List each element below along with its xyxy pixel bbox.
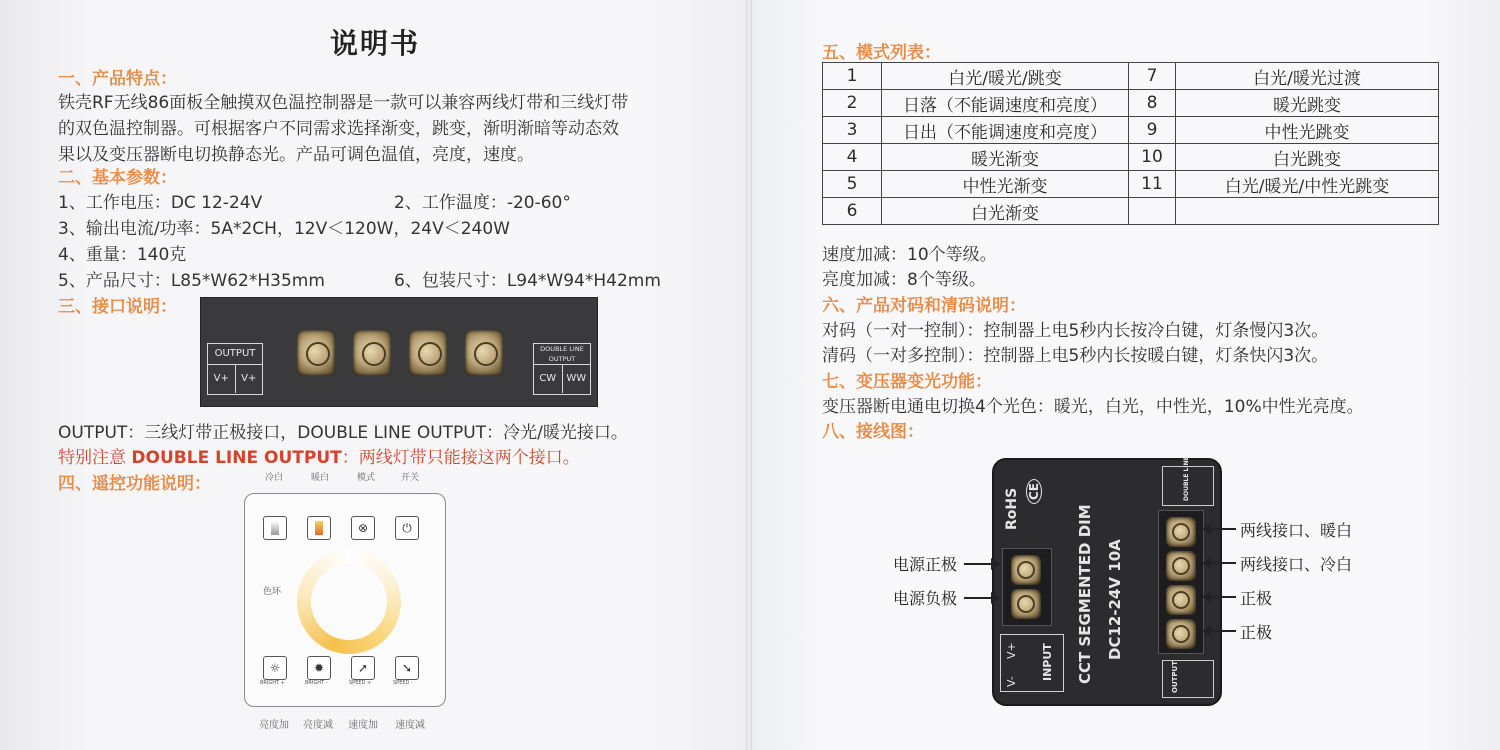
special-note	[58, 443, 580, 468]
brightness-down-button[interactable]	[307, 656, 331, 680]
special-note-suffix: ：两线灯带只能接这两个接口。	[341, 448, 580, 468]
arrow-left-icon	[1210, 596, 1236, 598]
vplus-2: V+	[241, 373, 257, 384]
double-line-text-device: DOUBLE LINE	[1183, 456, 1190, 501]
label-speed-up: 速度加	[348, 720, 378, 731]
manual-title: 说明书	[330, 27, 421, 60]
param-package-size: 6、包装尺寸：L94*W94*H42mm	[394, 271, 661, 291]
param-voltage: 1、工作电压：DC 12-24V	[58, 193, 263, 213]
controller-device	[992, 458, 1222, 706]
brightness-levels: 亮度加减：8个等级。	[822, 270, 986, 290]
output-screw-3	[1166, 585, 1196, 615]
label-speed-down: 速度减	[395, 720, 425, 731]
section-5-heading: 五、模式列表：	[822, 43, 941, 63]
warm-white-button[interactable]	[307, 516, 331, 540]
label-mode: 模式	[357, 473, 376, 483]
section-4-heading: 四、遥控功能说明：	[58, 474, 211, 494]
output-terminal-label	[207, 343, 263, 395]
rocket-down-icon: ➘	[401, 661, 413, 675]
pairing-line: 对码（一对一控制）：控制器上电5秒内长按冷白键，灯条慢闪3次。	[822, 321, 1329, 341]
mode-name: 暖光渐变	[882, 144, 1129, 171]
section-6-heading: 六、产品对码和清码说明：	[822, 296, 1026, 316]
mode-name: 白光/暖光/跳变	[882, 63, 1129, 90]
device-rating: DC12-24V 10A	[1106, 539, 1124, 660]
arrow-right-icon	[964, 563, 992, 565]
mode-name: 日落（不能调速度和亮度）	[882, 90, 1129, 117]
mode-name: 暖光跳变	[1176, 90, 1439, 117]
double-line-label-box	[1162, 456, 1214, 506]
rocket-icon: ➚	[357, 661, 369, 675]
positive-port-label-2: 正极	[1240, 623, 1273, 642]
vplus-1: V+	[208, 365, 236, 393]
arrow-left-icon	[1210, 562, 1236, 564]
bright-minus-text: BRIGHT -	[305, 680, 328, 686]
arrow-left-icon	[1210, 630, 1236, 632]
cw-label: CW	[534, 365, 563, 393]
mode-number: 5	[823, 171, 882, 198]
mode-row	[823, 63, 1439, 90]
speed-up-button[interactable]	[351, 656, 375, 680]
terminal-screw	[465, 330, 503, 376]
mode-number: 9	[1129, 117, 1176, 144]
power-icon: ⏻	[402, 520, 412, 535]
device-name: CCT SEGMENTED DIM	[1076, 504, 1094, 684]
book-spine	[746, 0, 752, 750]
mode-name: 中性光跳变	[1176, 117, 1439, 144]
double-line-text: DOUBLE LINE OUTPUT	[534, 344, 590, 365]
clear-code-line: 清码（一对多控制）：控制器上电5秒内长按暖白键，灯条快闪3次。	[822, 346, 1329, 366]
param-weight: 4、重量：140克	[58, 245, 187, 265]
mode-name: 白光/暖光/中性光跳变	[1176, 171, 1439, 198]
remote-panel	[244, 493, 446, 707]
speed-minus-text: SPEED -	[393, 680, 413, 686]
bright-plus-text: BRIGHT +	[260, 680, 285, 686]
section-3-heading: 三、接口说明：	[58, 297, 177, 317]
mode-number: 3	[823, 117, 882, 144]
special-note-bold: DOUBLE LINE OUTPUT	[131, 448, 342, 468]
feature-line-1: 铁壳RF无线86面板全触摸双色温控制器是一款可以兼容两线灯带和三线灯带	[58, 93, 629, 113]
ring-label: 色环	[263, 587, 282, 597]
input-terminal-block	[1002, 548, 1052, 626]
mode-number: 10	[1129, 144, 1176, 171]
ww-label: WW	[566, 373, 587, 384]
input-label-box	[1000, 634, 1064, 692]
terminal-screw	[409, 330, 447, 376]
interface-note: OUTPUT：三线灯带正极接口，DOUBLE LINE OUTPUT：冷光/暖光接口。	[58, 423, 628, 443]
mode-number: 8	[1129, 90, 1176, 117]
output-screw-2	[1166, 551, 1196, 581]
input-vplus: V+	[1005, 642, 1018, 659]
section-2-heading: 二、基本参数：	[58, 168, 177, 188]
special-note-prefix: 特别注意	[58, 448, 132, 468]
mode-name: 白光渐变	[882, 198, 1129, 225]
feature-line-2: 的双色温控制器。可根据客户不同需求选择渐变，跳变，渐明渐暗等动态效	[58, 119, 619, 139]
power-negative-label: 电源负极	[893, 589, 958, 608]
terminal-screw	[297, 330, 335, 376]
warm-white-port-label: 两线接口、暖白	[1240, 521, 1353, 540]
input-vminus: V-	[1005, 676, 1018, 687]
sun-icon: ☼	[269, 661, 281, 675]
power-positive-label: 电源正极	[893, 555, 958, 574]
speed-levels: 速度加减：10个等级。	[822, 245, 997, 265]
mode-name: 白光/暖光过渡	[1176, 63, 1439, 90]
cool-white-button[interactable]	[263, 516, 287, 540]
sun-small-icon: ✹	[313, 661, 325, 675]
mode-row	[823, 198, 1439, 225]
param-temperature: 2、工作温度：-20-60°	[394, 193, 571, 213]
mode-number: 4	[823, 144, 882, 171]
arrow-right-icon	[964, 597, 992, 599]
label-cool-white: 冷白	[265, 473, 284, 483]
param-current: 3、输出电流/功率：5A*2CH，12V＜120W，24V＜240W	[58, 219, 510, 239]
output-text-device: OUTPUT	[1171, 661, 1179, 693]
output-terminal-block	[1158, 510, 1204, 654]
output-screw-1	[1166, 517, 1196, 547]
mode-row	[823, 144, 1439, 171]
section-8-heading: 八、接线图：	[822, 422, 924, 442]
mode-button[interactable]	[351, 516, 375, 540]
param-product-size: 5、产品尺寸：L85*W62*H35mm	[58, 271, 325, 291]
mode-number: 7	[1129, 63, 1176, 90]
speed-down-button[interactable]	[395, 656, 419, 680]
mode-number: 2	[823, 90, 882, 117]
cool-white-icon	[271, 521, 279, 535]
mode-number: 1	[823, 63, 882, 90]
feature-line-3: 果以及变压器断电切换静态光。产品可调色温值，亮度，速度。	[58, 145, 534, 165]
cool-white-port-label: 两线接口、冷白	[1240, 555, 1353, 574]
label-brightness-down: 亮度减	[303, 720, 333, 731]
mode-row	[823, 117, 1439, 144]
input-screw-positive	[1011, 555, 1041, 585]
mode-row	[823, 90, 1439, 117]
mode-name	[1176, 198, 1439, 225]
mode-table	[822, 62, 1439, 225]
output-text: OUTPUT	[208, 344, 262, 365]
section-1-heading: 一、产品特点：	[58, 69, 177, 89]
transformer-line: 变压器断电通电切换4个光色：暖光，白光，中性光，10%中性光亮度。	[822, 397, 1364, 417]
interface-photo	[200, 297, 598, 407]
label-brightness-up: 亮度加	[259, 720, 289, 731]
speed-plus-text: SPEED +	[349, 680, 372, 686]
input-screw-negative	[1011, 589, 1041, 619]
arrow-left-icon	[1210, 528, 1236, 530]
input-text: INPUT	[1041, 643, 1054, 681]
mode-row	[823, 171, 1439, 198]
mode-name: 日出（不能调速度和亮度）	[882, 117, 1129, 144]
rohs-mark: RoHS	[1004, 487, 1020, 530]
brightness-up-button[interactable]	[263, 656, 287, 680]
color-ring[interactable]	[297, 550, 401, 654]
warm-white-icon	[315, 521, 323, 535]
ce-mark: CE	[1026, 479, 1042, 504]
mode-icon: ⊗	[357, 521, 369, 535]
double-line-terminal-label	[533, 343, 591, 395]
mode-name: 白光跳变	[1176, 144, 1439, 171]
power-button[interactable]	[395, 516, 419, 540]
mode-name: 中性光渐变	[882, 171, 1129, 198]
mode-number: 11	[1129, 171, 1176, 198]
positive-port-label-1: 正极	[1240, 589, 1273, 608]
mode-number: 6	[823, 198, 882, 225]
section-7-heading: 七、变压器变光功能：	[822, 372, 992, 392]
label-power: 开关	[401, 473, 420, 483]
terminal-screw	[353, 330, 391, 376]
mode-number	[1129, 198, 1176, 225]
label-warm-white: 暖白	[311, 473, 330, 483]
output-label-box	[1162, 660, 1214, 698]
output-screw-4	[1166, 619, 1196, 649]
